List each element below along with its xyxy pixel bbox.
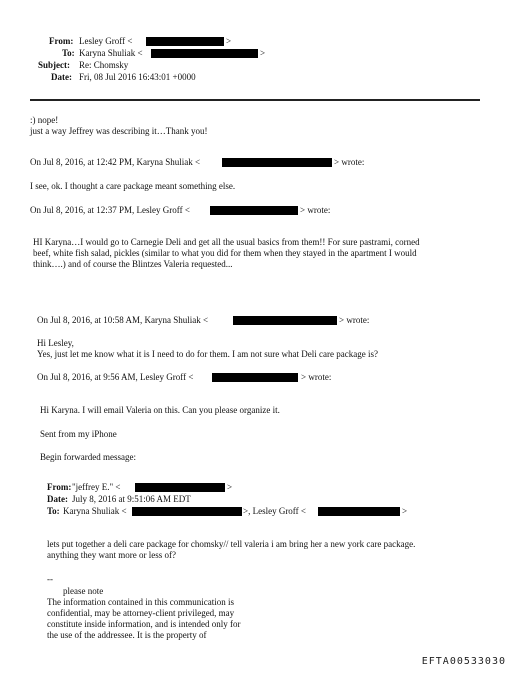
quote-wrote: > wrote: [300, 205, 331, 215]
header-from-name: Lesley Groff < [79, 36, 133, 46]
header-from-label: From: [49, 36, 74, 46]
quote-wrote: > wrote: [334, 157, 365, 167]
fwd-body: lets put together a deli care package for chomsky// tell valeria i am bring her a new york care package. [47, 539, 416, 549]
fwd-to-mid: >, Lesley Groff < [243, 506, 306, 516]
redaction-box [233, 316, 337, 325]
signature-line: confidential, may be attorney-client privileged, may [47, 608, 235, 618]
fwd-from-name: "jeffrey E." < [72, 482, 121, 492]
fwd-body: anything they want more or less of? [47, 550, 176, 560]
fwd-to-label: To: [47, 506, 60, 516]
fwd-date-label: Date: [47, 494, 68, 504]
redaction-box [135, 483, 225, 492]
quote-attribution: On Jul 8, 2016, at 10:58 AM, Karyna Shuliak < [37, 315, 209, 325]
quote-body: Hi Karyna. I will email Valeria on this. Can you please organize it. [40, 405, 280, 415]
redaction-box [318, 507, 400, 516]
fwd-date: July 8, 2016 at 9:51:06 AM EDT [72, 494, 191, 504]
signature-line: constitute inside information, and is intended only for [47, 619, 241, 629]
quote-body: Sent from my iPhone [40, 429, 117, 439]
quote-body: beef, white fish salad, pickles (similar to what you did for them when they stayed in the apartment I would [33, 248, 417, 258]
redaction-box [222, 158, 332, 167]
quote-attribution: On Jul 8, 2016, at 9:56 AM, Lesley Groff < [37, 372, 194, 382]
quote-wrote: > wrote: [339, 315, 370, 325]
fwd-to-name: Karyna Shuliak < [63, 506, 127, 516]
header-date: Fri, 08 Jul 2016 16:43:01 +0000 [79, 72, 196, 82]
redaction-box [151, 49, 258, 58]
header-date-label: Date: [51, 72, 72, 82]
quote-wrote: > wrote: [301, 372, 332, 382]
reply-line: :) nope! [30, 115, 59, 125]
quote-body: think….) and of course the Blintzes Valeria requested... [33, 259, 233, 269]
header-to-label: To: [62, 48, 75, 58]
reply-line: just a way Jeffrey was describing it…Thank you! [30, 126, 208, 136]
header-divider [30, 99, 480, 101]
quote-body: Hi Lesley, [37, 338, 74, 348]
fwd-from-label: From: [47, 482, 72, 492]
header-to-name: Karyna Shuliak < [79, 48, 143, 58]
signature-line: The information contained in this communication is [47, 597, 234, 607]
quote-body: I see, ok. I thought a care package meant something else. [30, 181, 236, 191]
header-subject-label: Subject: [38, 60, 70, 70]
document-id: EFTA00533030 [421, 656, 506, 667]
redaction-box [210, 206, 298, 215]
quote-attribution: On Jul 8, 2016, at 12:42 PM, Karyna Shuliak < [30, 157, 201, 167]
redaction-box [212, 373, 298, 382]
header-to-close: > [260, 48, 266, 58]
quote-body: HI Karyna…I would go to Carnegie Deli and get all the usual basics from them!! For sure pastrami, corned [33, 237, 420, 247]
quote-body: Yes, just let me know what it is I need to do for them. I am not sure what Deli care package is? [37, 349, 378, 359]
header-from-close: > [226, 36, 232, 46]
header-subject: Re: Chomsky [79, 60, 129, 70]
redaction-box [146, 37, 224, 46]
redaction-box [132, 507, 242, 516]
quote-body: Begin forwarded message: [40, 452, 136, 462]
signature-separator: -- [47, 574, 53, 584]
fwd-from-close: > [227, 482, 233, 492]
signature-line: please note [63, 586, 104, 596]
fwd-to-close: > [402, 506, 408, 516]
signature-line: the use of the addressee. It is the property of [47, 630, 207, 640]
quote-attribution: On Jul 8, 2016, at 12:37 PM, Lesley Groff < [30, 205, 190, 215]
